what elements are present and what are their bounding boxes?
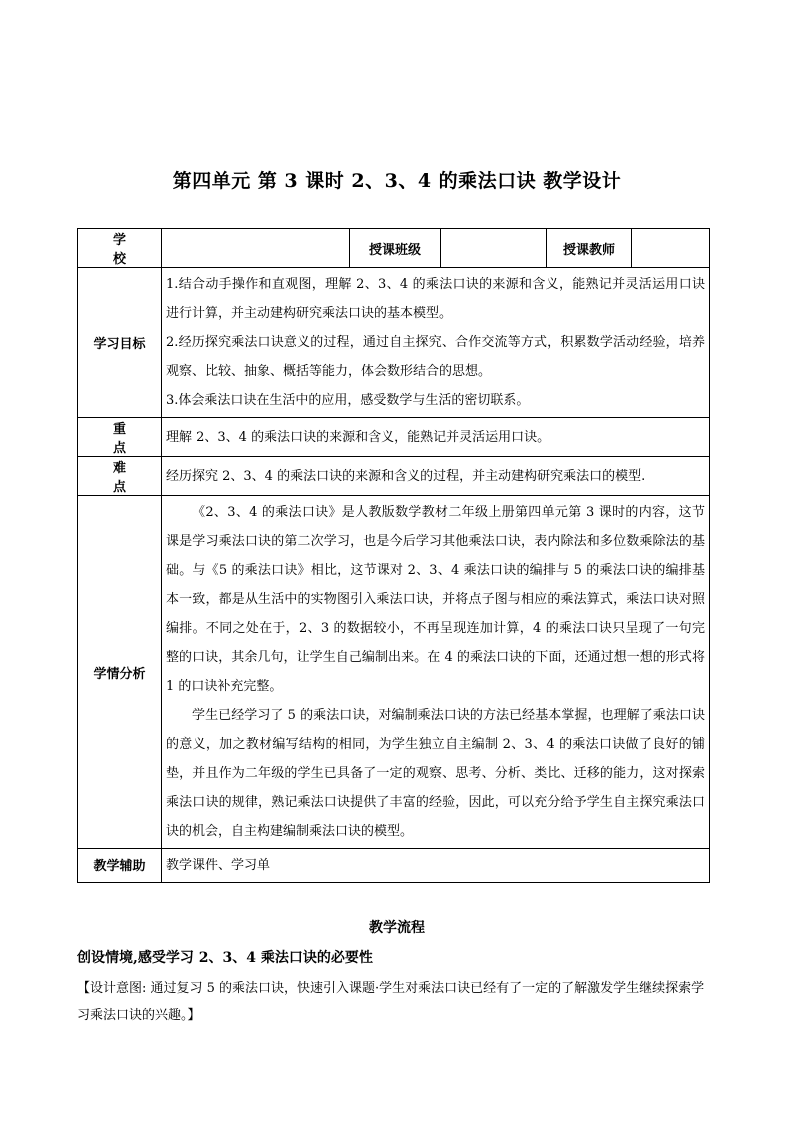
analysis-cell <box>162 496 710 849</box>
table-row-analysis <box>78 496 710 849</box>
difficulty-text: 经历探究 2、3、4 的乘法口诀的来源和含义的过程，并主动建构研究乘法口的模型. <box>162 457 710 496</box>
class-label: 授课班级 <box>350 229 441 268</box>
table-row-header <box>78 229 710 268</box>
goals-label: 学习目标 <box>78 268 162 418</box>
process-heading: 教学流程 <box>369 920 425 936</box>
school-label: 学 校 <box>78 229 162 268</box>
key-text: 理解 2、3、4 的乘法口诀的来源和含义，能熟记并灵活运用口诀。 <box>162 418 710 457</box>
table-row-goals <box>78 268 710 418</box>
goals-cell <box>162 268 710 418</box>
goal-item: 1.结合动手操作和直观图，理解 2、3、4 的乘法口诀的来源和含义，能熟记并灵活运用口诀进行计算，并主动建构研究乘法口诀的基本模型。 <box>166 277 705 321</box>
section1-heading: 创设情境,感受学习 2、3、4 乘法口诀的必要性 <box>77 950 373 966</box>
analysis-paragraph: 学生已经学习了 5 的乘法口诀，对编制乘法口诀的方法已经基本掌握，也理解了乘法口诀的意义，加之教材编写结构的相同，为学生独立自主编制 2、3、4 的乘法口诀做了良好的铺垫，并且作为二年级的学生已具备了一定的观察、思考、分析、类比、迁移的能力，这对探索乘法口诀的规律，熟记乘法口诀提供了丰富的经验，因此，可以充分给予学生自主探究乘法口诀的机会，自主构建编制乘法口诀的模型。 <box>166 708 705 839</box>
page-title: 第四单元 第 3 课时 2、3、4 的乘法口诀 教学设计 <box>172 170 622 192</box>
table-row-difficulty <box>78 457 710 496</box>
key-label: 重 点 <box>78 418 162 457</box>
analysis-label: 学情分析 <box>78 496 162 849</box>
teacher-value <box>632 229 710 268</box>
goal-item: 2.经历探究乘法口诀意义的过程，通过自主探究、合作交流等方式，积累数学活动经验，培养观察、比较、抽象、概括等能力，体会数形结合的思想。 <box>166 335 705 379</box>
design-intent: 【设计意图: 通过复习 5 的乘法口诀，快速引入课题·学生对乘法口诀已经有了一定的了解激发学生继续探索学习乘法口诀的兴趣。】 <box>77 981 705 1023</box>
analysis-paragraph: 《2、3、4 的乘法口诀》是人教版数学教材二年级上册第四单元第 3 课时的内容，这节课是学习乘法口诀的第二次学习，也是今后学习其他乘法口诀，表内除法和多位数乘除法的基础。与《5 的乘法口诀》相比，这节课对 2、3、4 乘法口诀的编排与 5 的乘法口诀的编排基本一致，都是从生活中的实物图引入乘法口诀，并将点子图与相应的乘法算式，乘法口诀对照编排。不同之处在于，2、3 的数据较小，不再呈现连加计算，4 的乘法口诀只呈现了一句完整的口诀，其余几句，让学生自己编制出来。在 4 的乘法口诀的下面，还通过想一想的形式将 1 的口诀补充完整。 <box>166 505 705 694</box>
teacher-label: 授课教师 <box>547 229 632 268</box>
table-row-key <box>78 418 710 457</box>
class-value <box>441 229 547 268</box>
aids-text: 教学课件、学习单 <box>162 849 710 883</box>
school-value <box>162 229 350 268</box>
table-row-aids <box>78 849 710 883</box>
lesson-info-table <box>77 228 710 883</box>
aids-label: 教学辅助 <box>78 849 162 883</box>
difficulty-label: 难 点 <box>78 457 162 496</box>
goal-item: 3.体会乘法口诀在生活中的应用，感受数学与生活的密切联系。 <box>166 393 530 408</box>
